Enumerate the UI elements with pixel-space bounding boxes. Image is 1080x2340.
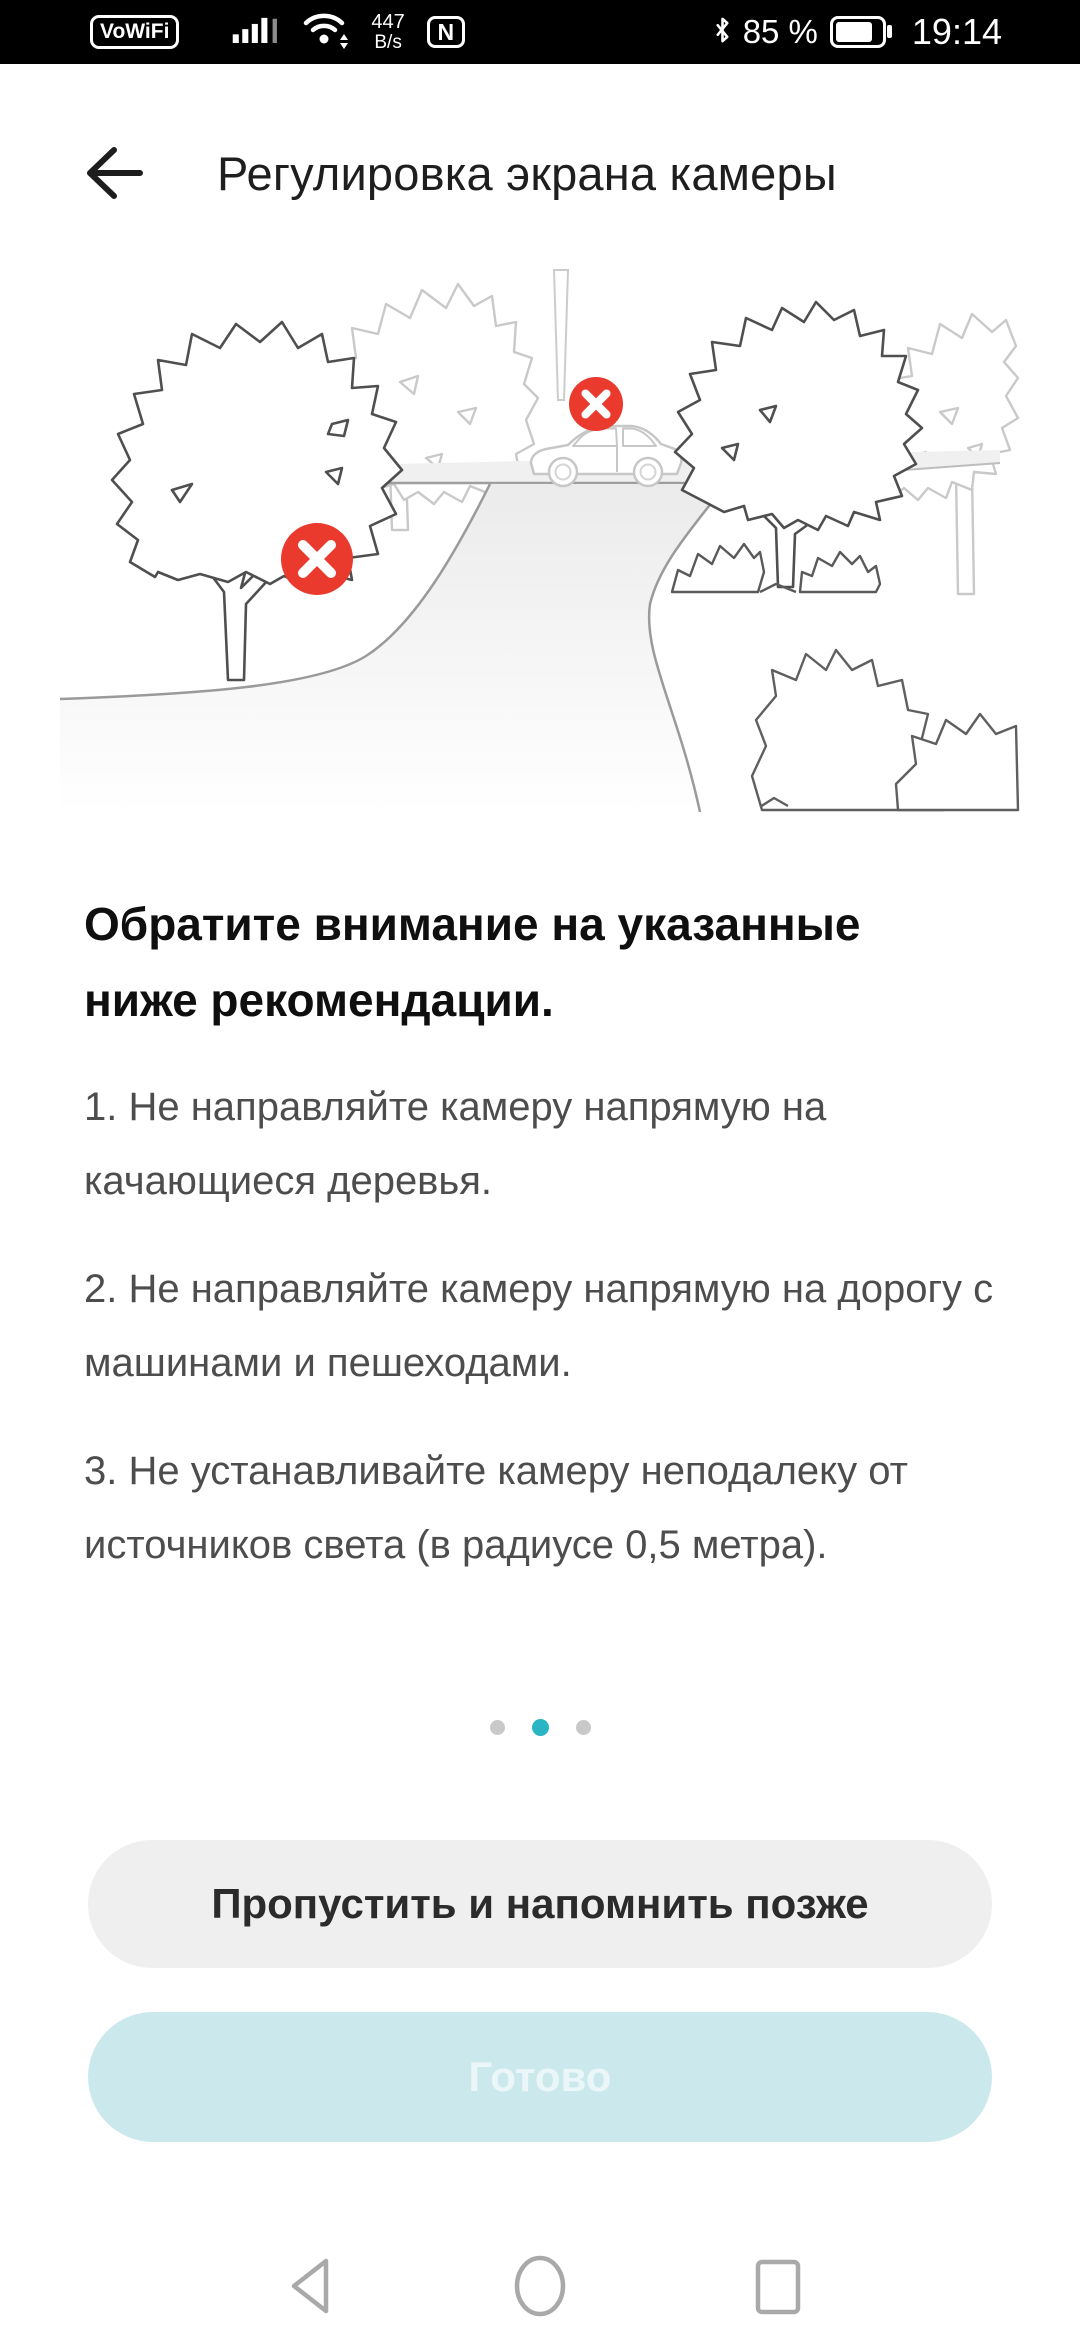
tree-right (675, 302, 922, 587)
forbidden-marker-tree (281, 523, 353, 595)
done-button[interactable]: Готово (88, 2012, 992, 2142)
battery-icon (830, 16, 886, 48)
clock: 19:14 (911, 11, 1002, 52)
camera-placement-illustration (60, 262, 1020, 812)
nav-recents-button[interactable] (754, 2258, 802, 2319)
recommendations-heading: Обратите внимание на указанные ниже рекомендации. (84, 898, 861, 1026)
forbidden-marker-car (569, 377, 623, 431)
back-arrow-icon (82, 142, 144, 204)
nav-back-triangle-icon (282, 2256, 338, 2316)
navigation-bar (0, 2230, 1080, 2340)
nav-recents-square-icon (754, 2258, 802, 2316)
battery-percent: 85 % (742, 13, 818, 50)
page-title: Регулировка экрана камеры (217, 147, 837, 200)
tips-list (84, 1070, 999, 1616)
background-trunk (554, 270, 568, 400)
battery-tip (887, 25, 892, 38)
vowifi-badge: VoWiFi (90, 15, 179, 48)
network-speed (371, 12, 404, 53)
tip-item-1: 1. Не направляйте камеру напрямую на качающиеся деревья. (84, 1085, 827, 1203)
bushes-bottom-right (752, 650, 1018, 810)
pager-dot-1[interactable] (490, 1720, 505, 1735)
pager-dot-2[interactable] (532, 1719, 549, 1736)
bluetooth-icon (714, 15, 731, 50)
status-bar-left (90, 11, 465, 54)
wifi-icon (301, 11, 353, 54)
nav-home-button[interactable] (514, 2254, 566, 2321)
skip-button[interactable]: Пропустить и напомнить позже (88, 1840, 992, 1968)
status-bar (0, 0, 1080, 64)
back-button[interactable] (82, 142, 144, 204)
nav-home-circle-icon (514, 2254, 566, 2318)
network-speed-value: 447 (371, 10, 405, 33)
status-bar-right (714, 11, 1002, 53)
network-speed-unit: B/s (374, 31, 402, 53)
header (0, 120, 1080, 230)
signal-strength-icon (231, 13, 283, 52)
battery-fill (836, 22, 872, 42)
tip-item-2: 2. Не направляйте камеру напрямую на дорогу с машинами и пешеходами. (84, 1267, 994, 1385)
nav-back-button[interactable] (282, 2256, 338, 2319)
pager-dot-3[interactable] (576, 1720, 591, 1735)
pager (0, 1716, 1080, 1738)
tip-item-3: 3. Не устанавливайте камеру неподалеку от источников света (в радиусе 0,5 метра). (84, 1449, 908, 1567)
nfc-icon: N (427, 16, 465, 48)
